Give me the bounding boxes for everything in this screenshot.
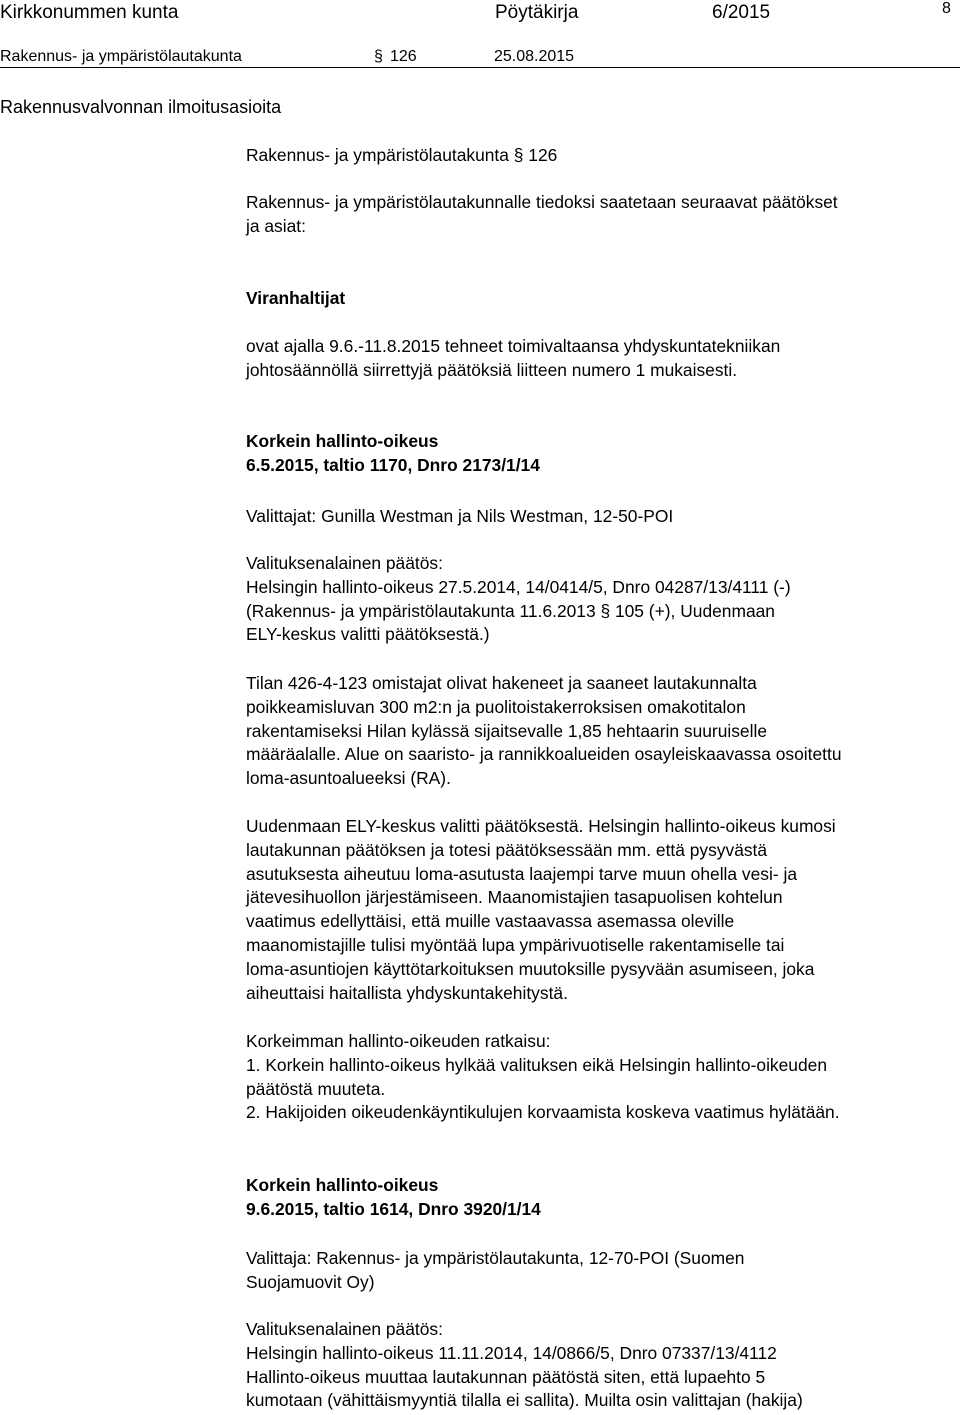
viranhaltijat-paragraph: ovat ajalla 9.6.-11.8.2015 tehneet toimivaltaansa yhdyskuntatekniikan johtosäännöllä siirrettyjä päätöksiä liitteen numero 1 mukaisesti.: [246, 336, 781, 380]
board-reference: Rakennus- ja ympäristölautakunta § 126: [246, 145, 558, 165]
document-type: Pöytäkirja: [495, 2, 579, 23]
meeting-date: 25.08.2015: [494, 48, 575, 65]
case1-paragraph-1: Tilan 426-4-123 omistajat olivat hakeneet ja saaneet lautakunnalta poikkeamisluvan 300 m2:n ja puolitoistakerroksisen omakotitalon rakentamiseksi Hilan kylässä sijaitsevalle 1,85 hehtaarin suuruiselle määräalalle. Alue on saaristo- ja rannikkoalueiden osayleiskaavassa osoitettu loma-asuntoalueeksi (RA).: [246, 673, 842, 789]
case1-heading: Korkein hallinto-oikeus 6.5.2015, taltio 1170, Dnro 2173/1/14: [246, 431, 540, 475]
municipality-name: Kirkkonummen kunta: [0, 2, 179, 23]
case2-appellant: Valittaja: Rakennus- ja ympäristölautakunta, 12-70-POI (Suomen Suojamuovit Oy): [246, 1248, 745, 1292]
case1-appealed-decision: Valituksenalainen päätös: Helsingin hallinto-oikeus 27.5.2014, 14/0414/5, Dnro 04287/13/4111 (-) (Rakennus- ja ympäristölautakunta 11.6.2013 § 105 (+), Uudenmaan ELY-keskus valitti päätöksestä.): [246, 553, 791, 645]
case1-ruling: Korkeimman hallinto-oikeuden ratkaisu: 1. Korkein hallinto-oikeus hylkää valituksen eikä Helsingin hallinto-oikeuden päätöstä muuteta. 2. Hakijoiden oikeudenkäyntikulujen korvaamista koskeva vaatimus hylätään.: [246, 1031, 840, 1123]
section-title: Rakennusvalvonnan ilmoitusasioita: [0, 97, 282, 117]
case1-paragraph-2: Uudenmaan ELY-keskus valitti päätöksestä. Helsingin hallinto-oikeus kumosi lautakunnan päätöksen ja totesi päätöksessään mm. että pysyvästä asutuksesta aiheutuu loma-asutusta laajempi tarve muun ohella vesi- ja jätevesihuollon järjestämiseen. Maanomistajien tasapuolisen kohtelun vaatimus edellyttäisi, että muille vastaavassa asemassa oleville maanomistajille tulisi myöntää lupa ympärivuotiselle rakentamiselle tai loma-asuntiojen käyttötarkoituksen muutoksille pysyvään asumiseen, joka aiheuttaisi haitallista yhdyskuntakehitystä.: [246, 816, 836, 1003]
header-divider: [0, 67, 960, 68]
case2-appealed-decision: Valituksenalainen päätös: Helsingin hallinto-oikeus 11.11.2014, 14/0866/5, Dnro 07337/13/4112 Hallinto-oikeus muuttaa lautakunnan päätöstä siten, että lupaehto 5 kumotaan (vähittäismyyntiä tilalla ei sallita). Muilta osin valittajan (hakija): [246, 1319, 803, 1411]
page-number: 8: [942, 0, 951, 17]
section-mark: §: [374, 48, 383, 65]
intro-paragraph: Rakennus- ja ympäristölautakunnalle tiedoksi saatetaan seuraavat päätökset ja asiat:: [246, 192, 838, 236]
viranhaltijat-heading: Viranhaltijat: [246, 288, 346, 308]
section-number: 126: [390, 48, 417, 65]
case1-appellants: Valittajat: Gunilla Westman ja Nils Westman, 12-50-POI: [246, 506, 674, 526]
case2-heading: Korkein hallinto-oikeus 9.6.2015, taltio 1614, Dnro 3920/1/14: [246, 1175, 541, 1219]
document-number: 6/2015: [712, 2, 771, 23]
board-name: Rakennus- ja ympäristölautakunta: [0, 48, 242, 65]
